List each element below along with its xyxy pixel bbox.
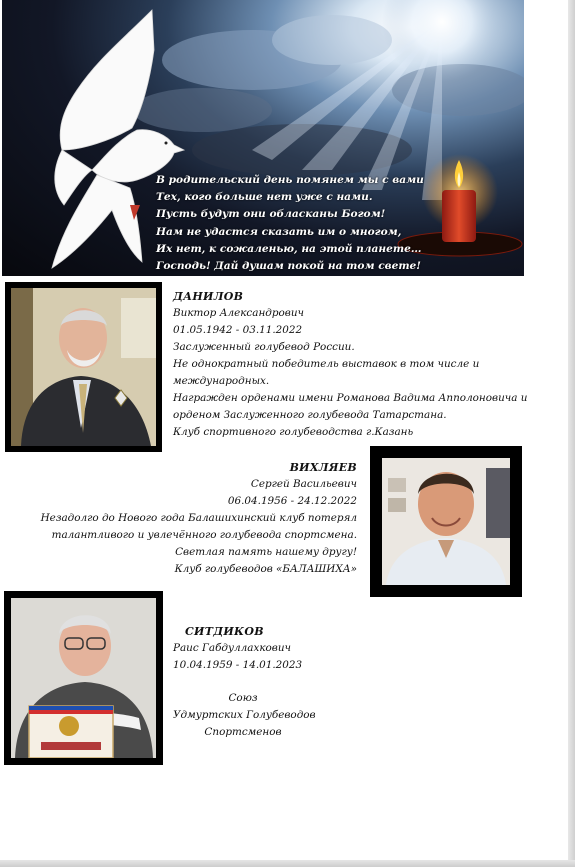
surname: СИТДИКОВ <box>185 625 264 638</box>
surname: ДАНИЛОВ <box>173 290 244 303</box>
obituary-line: Клуб спортивного голубеводства г.Казань <box>173 426 414 438</box>
portrait-illustration <box>11 288 156 446</box>
portrait-sitdikov <box>4 591 163 765</box>
poem-line: В родительский день помянем мы с вами <box>156 174 424 186</box>
life-dates: 01.05.1942 - 03.11.2022 <box>173 324 303 336</box>
obituary-line: Не однократный победитель выставок в том числе и <box>173 358 480 370</box>
portrait-illustration <box>11 598 156 758</box>
obituary-sitdikov <box>173 623 302 674</box>
portrait-vikhlyaev <box>370 446 522 597</box>
organization-line: Удмуртских Голубеводов <box>173 709 316 721</box>
poem-line: Их нет, к сожаленью, на этой планете… <box>156 242 422 255</box>
page-edge-bottom <box>0 860 575 867</box>
dove-eye <box>165 142 168 145</box>
obituary-vikhlyaev <box>41 459 357 578</box>
obituary-line: Награжден орденами имени Романова Вадима Апполоновича и <box>173 392 528 404</box>
life-dates: 10.04.1959 - 14.01.2023 <box>173 659 303 671</box>
surname: ВИХЛЯЕВ <box>289 461 357 474</box>
organization-sitdikov <box>173 690 316 741</box>
full-name: Виктор Александрович <box>173 307 304 319</box>
memorial-poem <box>156 172 456 275</box>
organization-line: Союз <box>228 692 258 704</box>
obituary-danilov <box>173 288 527 441</box>
portrait-illustration <box>382 458 510 585</box>
poem-line: Тех, кого больше нет уже с нами. <box>156 191 373 204</box>
full-name: Сергей Васильевич <box>250 478 357 490</box>
obituary-line: международных. <box>173 375 270 387</box>
obituary-line: Клуб голубеводов «БАЛАШИХА» <box>174 563 357 575</box>
organization-line: Спортсменов <box>204 726 282 738</box>
obituary-line: Светлая память нашему другу! <box>175 546 357 558</box>
poem-line: Господь! Дай душам покой на том свете! <box>156 260 421 273</box>
page-edge-right <box>568 0 575 867</box>
obituary-line: Незадолго до Нового года Балашихинский клуб потерял <box>40 512 357 524</box>
life-dates: 06.04.1956 - 24.12.2022 <box>227 495 357 507</box>
poem-line: Пусть будут они обласканы Богом! <box>156 208 386 221</box>
memorial-banner <box>2 0 524 276</box>
portrait-danilov <box>5 282 162 452</box>
obituary-line: Заслуженный голубевод России. <box>173 341 355 353</box>
obituary-line: орденом Заслуженного голубевода Татарстана. <box>173 409 447 421</box>
full-name: Раис Габдуллахкович <box>173 642 291 654</box>
poem-line: Нам не удастся сказать им о многом, <box>156 225 402 238</box>
obituary-line: талантливого и увлечённого голубевода спортсмена. <box>51 529 357 541</box>
